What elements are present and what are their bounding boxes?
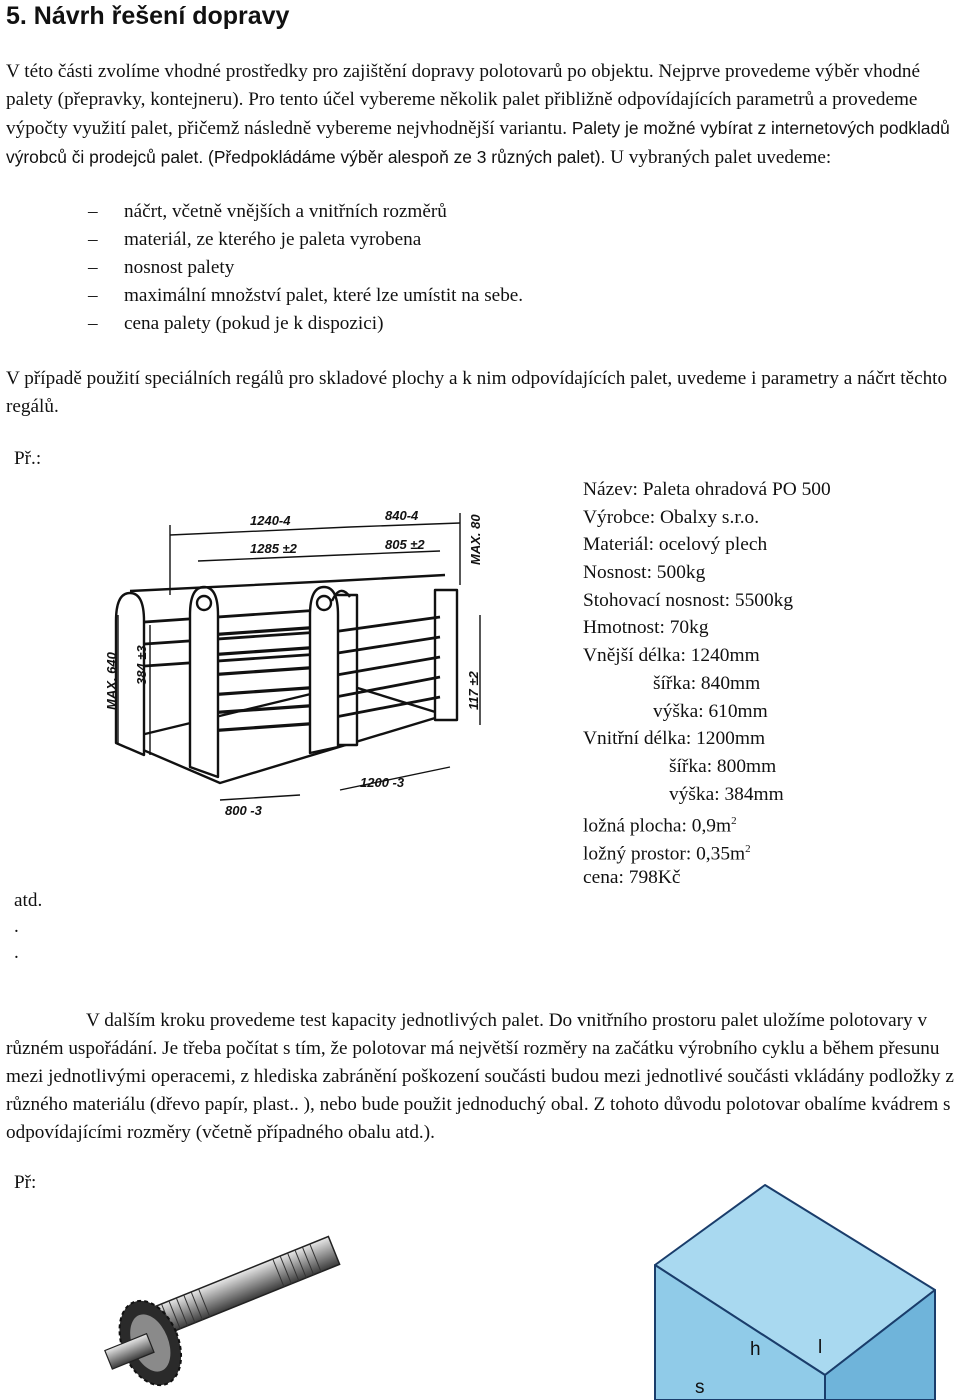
bullet-item: – cena palety (pokud je k dispozici)	[88, 310, 523, 338]
section-heading: 5. Návrh řešení dopravy	[6, 2, 290, 30]
dim-bottom-width: 800 -3	[225, 803, 262, 818]
etc-dot: .	[14, 942, 19, 963]
etc-block	[14, 888, 42, 966]
bullet-list	[88, 198, 523, 338]
spec-inner-width: šířka: 800mm	[669, 755, 777, 777]
etc-line: atd.	[14, 890, 43, 911]
example-label-2: Př:	[14, 1172, 37, 1193]
spec-weight: Hmotnost: 70kg	[583, 617, 709, 639]
dim-inner-height: 384 ±3	[134, 645, 149, 685]
spec-loading-area	[583, 808, 831, 836]
cuboid-l-label: l	[818, 1337, 823, 1358]
cuboid-h-label: h	[750, 1339, 761, 1360]
intro-text-2: Palety je možné vybírat z internetových podkladů výrobců či prodejců palet. (Předpokládáme výběr alespoň ze 3 různých palet).	[6, 118, 950, 167]
spec-loading-space	[583, 836, 831, 864]
capacity-text: V dalším kroku provedeme test kapacity jednotlivých palet. Do vnitřního prostoru palet uložíme polotovary v různém uspořádání. Je třeba počítat s tím, že polotovar má největší rozměry na začátku výrobního cyklu a během přesunu mezi jednotlivými operacemi, z hlediska zabránění poškození součásti budou mezi jednotlivé součásti vkládány podložky z různého materiálu (dřevo papír, plast.. ), nebo bude použit jednoduchý obal. Z tohoto důvodu polotovar obalíme kvádrem s odpovídajícími rozměry (včetně případného obalu atd.).	[6, 1010, 954, 1143]
spec-stacking-load: Stohovací nosnost: 5500kg	[583, 589, 794, 611]
bullet-item: – materiál, ze kterého je paleta vyrobena	[88, 226, 523, 254]
bullet-item: – nosnost palety	[88, 254, 523, 282]
spec-loading-space-exp: 2	[745, 842, 751, 855]
spec-material: Materiál: ocelový plech	[583, 534, 768, 556]
spec-manufacturer: Výrobce: Obalxy s.r.o.	[583, 506, 760, 528]
pallet-drawing	[100, 505, 520, 835]
regaly-paragraph: V případě použití speciálních regálů pro skladové plochy a k nim odpovídajících palet, uvedeme i parametry a náčrt těchto regálů.	[6, 368, 948, 417]
spec-outer-height: výška: 610mm	[653, 700, 768, 722]
spec-loading-area-text: ložná plocha: 0,9m	[583, 815, 732, 837]
dim-side-height: 117 ±2	[466, 671, 481, 710]
shaft-image	[95, 1200, 365, 1400]
intro-text-3: U vybraných palet uvedeme:	[605, 147, 832, 168]
dim-top-length: 1240-4	[250, 513, 291, 528]
spec-outer-length: Vnější délka: 1240mm	[583, 645, 760, 667]
dim-inner-width: 805 ±2	[385, 537, 425, 552]
dim-inner-length: 1285 ±2	[250, 541, 297, 556]
spec-loading-area-exp: 2	[731, 815, 737, 828]
spec-name: Název: Paleta ohradová PO 500	[583, 479, 831, 500]
example-label: Př.:	[14, 448, 42, 469]
etc-dot: .	[14, 916, 19, 937]
dim-bottom-length: 1200 -3	[360, 775, 405, 790]
bullet-item: – maximální množství palet, které lze umístit na sebe.	[88, 282, 523, 310]
spec-load: Nosnost: 500kg	[583, 562, 706, 584]
pallet-specs	[583, 476, 831, 891]
cuboid-diagram	[645, 1175, 950, 1400]
cuboid-s-label: s	[695, 1377, 705, 1398]
spec-outer-width: šířka: 840mm	[653, 672, 761, 694]
capacity-paragraph	[6, 1007, 956, 1147]
intro-text-1: V této části zvolíme vhodné prostředky pro zajištění dopravy polotovarů po objektu. Nejprve provedeme výběr vhodné palety (přepravky, kontejneru). Pro tento účel vybereme několik palet přibližně odpovídajících parametrů a provedeme výpočty využití palet, přičemž následně vybereme nejvhodnější variantu.	[6, 61, 921, 139]
intro-paragraph	[6, 58, 956, 172]
spec-inner-height: výška: 384mm	[669, 783, 784, 805]
bullet-item: – náčrt, včetně vnějších a vnitřních rozměrů	[88, 198, 523, 226]
spec-loading-space-text: ložný prostor: 0,35m	[583, 843, 746, 865]
spec-price: cena: 798Kč	[583, 866, 681, 888]
dim-max-height-top: MAX. 80	[468, 514, 483, 565]
spec-inner-length: Vnitřní délka: 1200mm	[583, 728, 766, 750]
dim-max-height: MAX. 640	[104, 652, 119, 710]
dim-top-width: 840-4	[385, 508, 419, 523]
